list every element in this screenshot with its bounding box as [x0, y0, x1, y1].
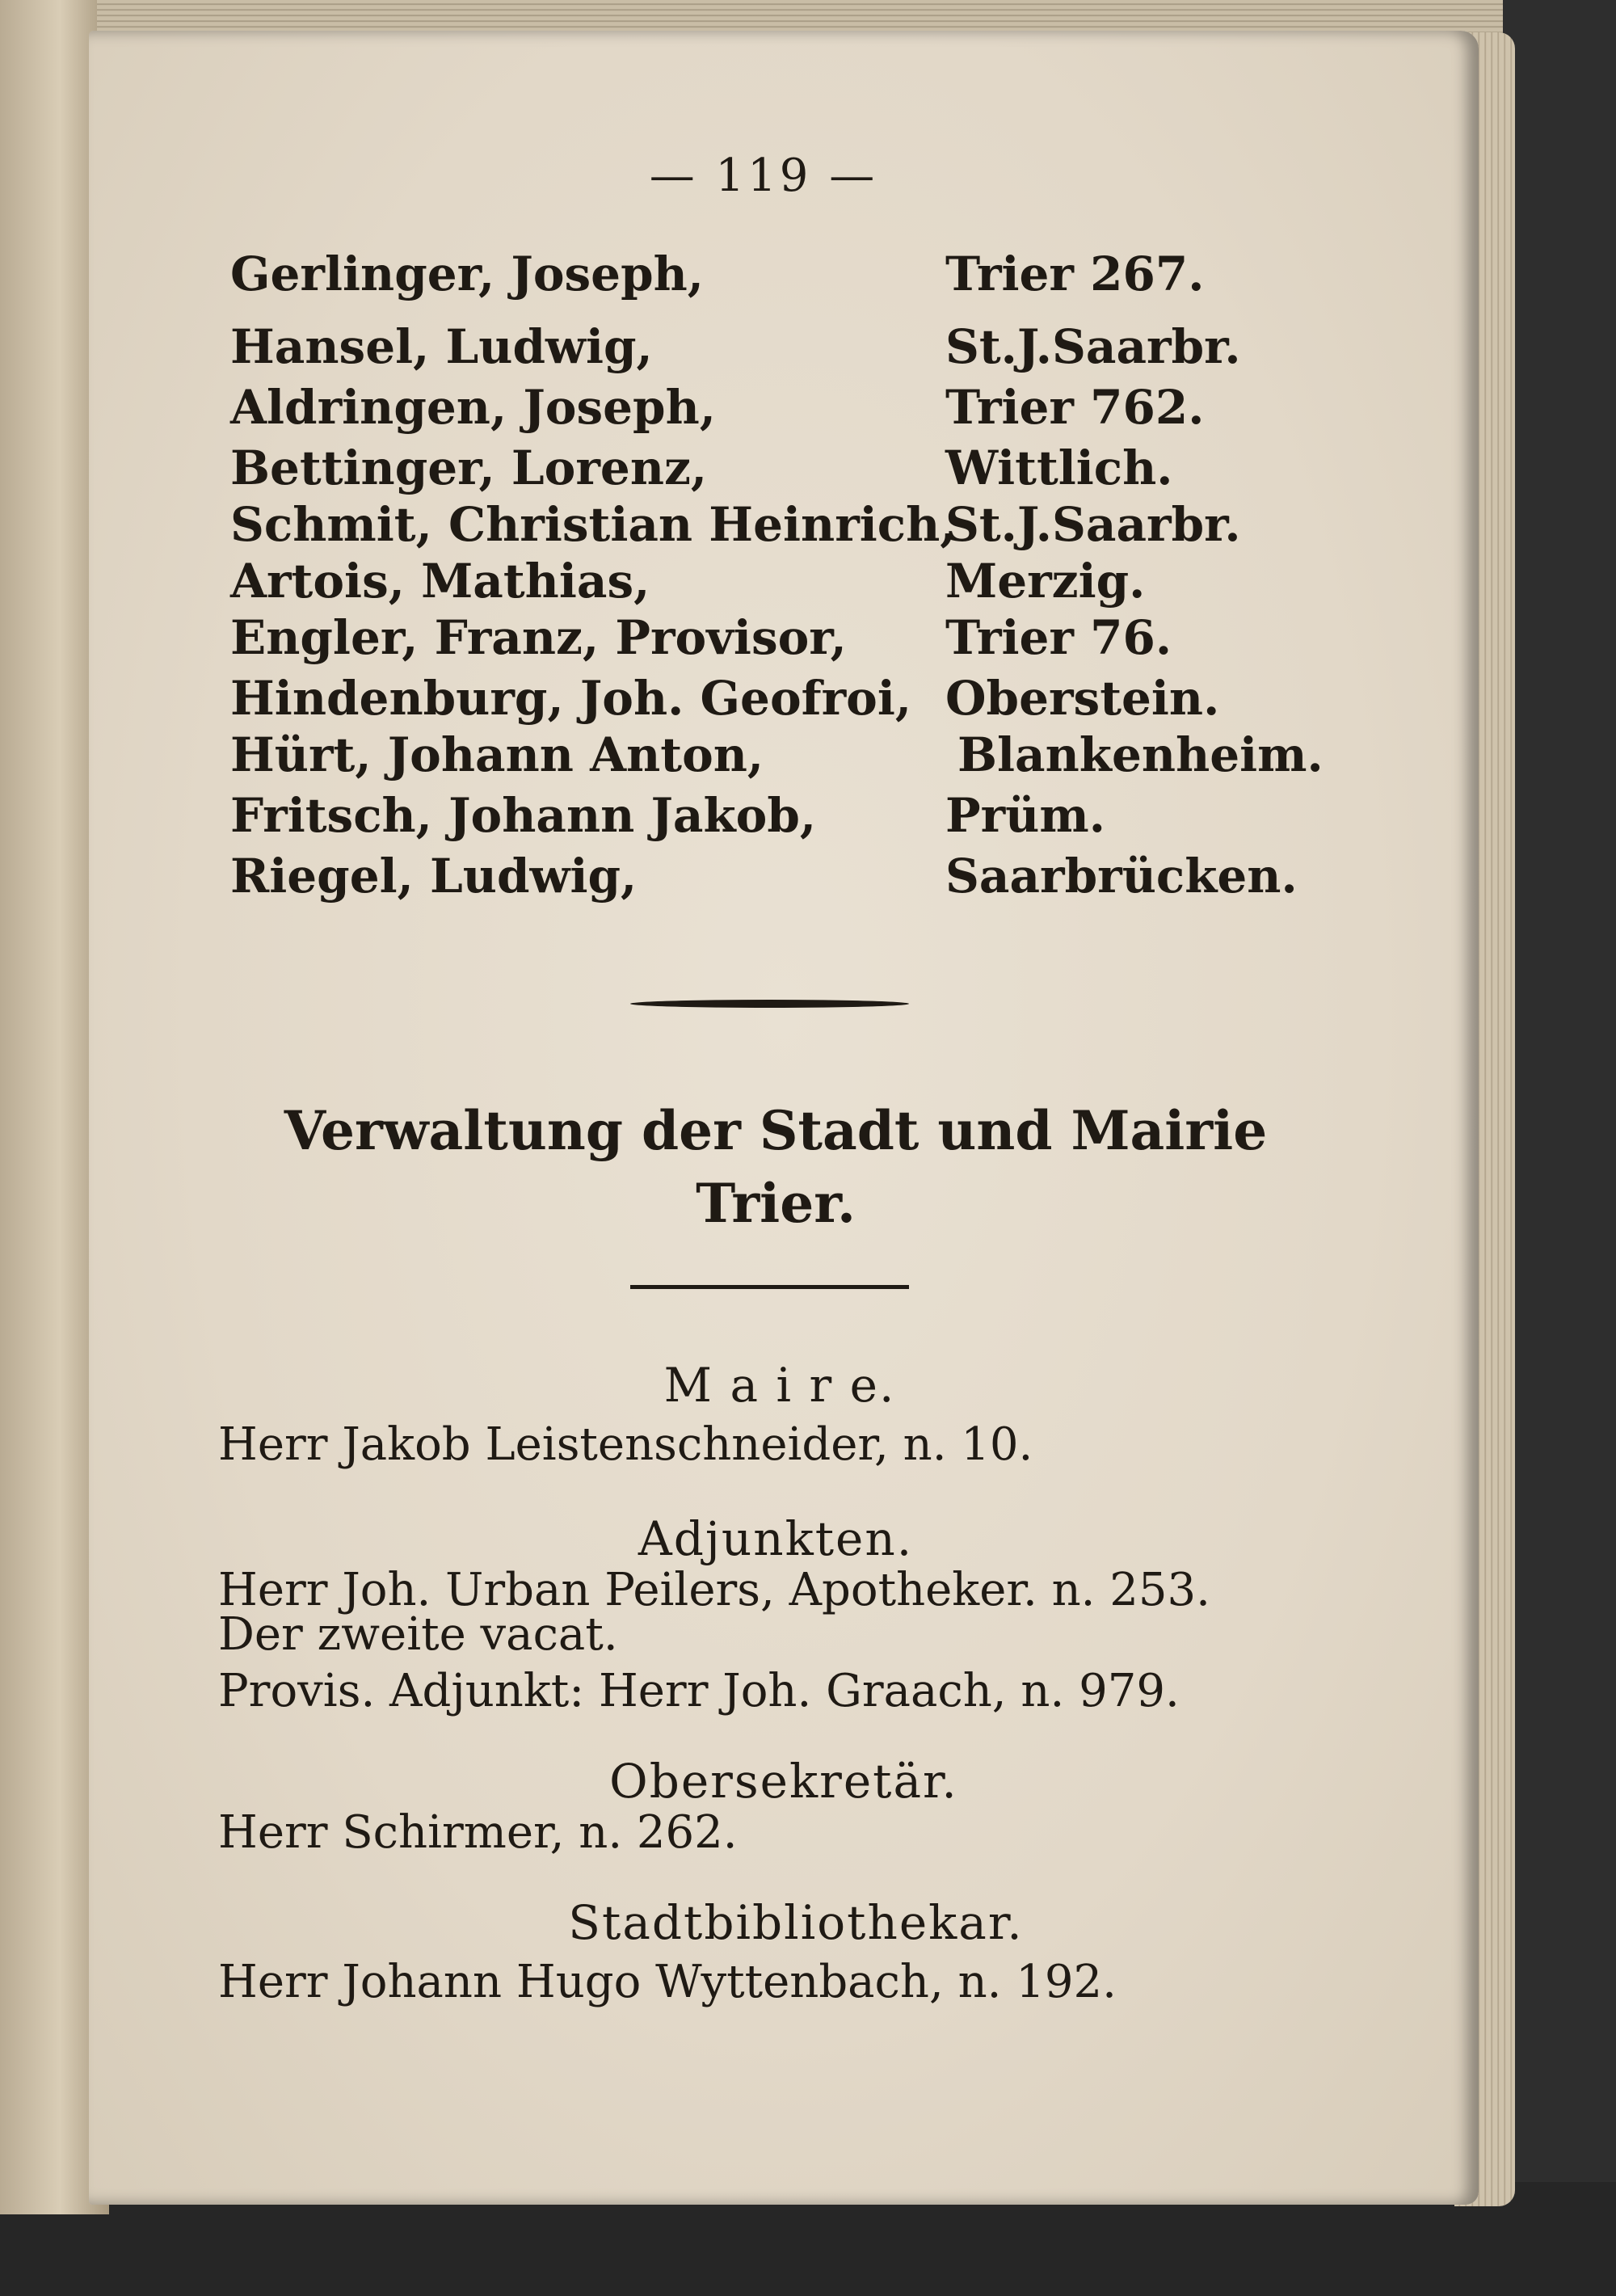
resident-row: [230, 671, 1345, 726]
resident-row: [230, 440, 1345, 495]
resident-place: St.J.Saarbr.: [945, 497, 1241, 552]
resident-row: [230, 497, 1345, 552]
resident-row: [230, 246, 1345, 301]
resident-row: [230, 554, 1345, 609]
resident-name: Aldringen, Joseph,: [230, 380, 716, 435]
provisional-adjunkt-entry: Provis. Adjunkt: Herr Joh. Graach, n. 979.: [218, 1665, 1180, 1717]
maire-heading: M a i r e.: [663, 1358, 896, 1413]
page-number: — 119 —: [649, 150, 878, 202]
section-divider-top: [630, 1000, 909, 1008]
page-stack-top: [97, 0, 1503, 34]
resident-name: Riegel, Ludwig,: [230, 849, 638, 904]
adjunkt-entry: Der zweite vacat.: [218, 1608, 618, 1661]
resident-name: Artois, Mathias,: [230, 554, 650, 609]
resident-name: Gerlinger, Joseph,: [230, 246, 705, 301]
resident-name: Fritsch, Johann Jakob,: [230, 788, 817, 843]
resident-place: Trier 76.: [945, 610, 1172, 665]
bibliothekar-entry: Herr Johann Hugo Wyttenbach, n. 192.: [218, 1956, 1117, 2008]
section-divider-bottom: [630, 1285, 909, 1289]
section-title: Verwaltung der Stadt und Mairie: [284, 1099, 1268, 1162]
resident-place: Oberstein.: [945, 671, 1220, 726]
adjunkten-heading: Adjunkten.: [638, 1511, 914, 1566]
resident-row: [230, 788, 1345, 843]
obersekretar-heading: Obersekretär.: [609, 1754, 958, 1809]
resident-place: Saarbrücken.: [945, 849, 1298, 904]
resident-row: [230, 380, 1345, 435]
resident-place: St.J.Saarbr.: [945, 319, 1241, 374]
resident-place: Wittlich.: [945, 440, 1173, 495]
background-right: [1503, 0, 1616, 2296]
resident-place: Blankenheim.: [957, 727, 1324, 782]
resident-row: [230, 849, 1345, 904]
resident-name: Bettinger, Lorenz,: [230, 440, 708, 495]
resident-name: Hansel, Ludwig,: [230, 319, 653, 374]
resident-place: Trier 762.: [945, 380, 1205, 435]
resident-place: Prüm.: [945, 788, 1105, 843]
resident-name: Engler, Franz, Provisor,: [230, 610, 847, 665]
resident-row: [230, 610, 1345, 665]
resident-row: [230, 319, 1345, 374]
resident-row: [230, 727, 1345, 782]
section-title-city: Trier.: [696, 1172, 856, 1235]
adjunkt-entry: Herr Joh. Urban Peilers, Apotheker. n. 253.: [218, 1564, 1210, 1616]
resident-place: Trier 267.: [945, 246, 1205, 301]
resident-name: Hindenburg, Joh. Geofroi,: [230, 671, 912, 726]
obersekretar-entry: Herr Schirmer, n. 262.: [218, 1806, 738, 1859]
resident-place: Merzig.: [945, 554, 1146, 609]
bibliothekar-heading: Stadtbibliothekar.: [568, 1895, 1024, 1950]
resident-name: Schmit, Christian Heinrich,: [230, 497, 957, 552]
maire-entry: Herr Jakob Leistenschneider, n. 10.: [218, 1418, 1033, 1471]
resident-name: Hürt, Johann Anton,: [230, 727, 764, 782]
